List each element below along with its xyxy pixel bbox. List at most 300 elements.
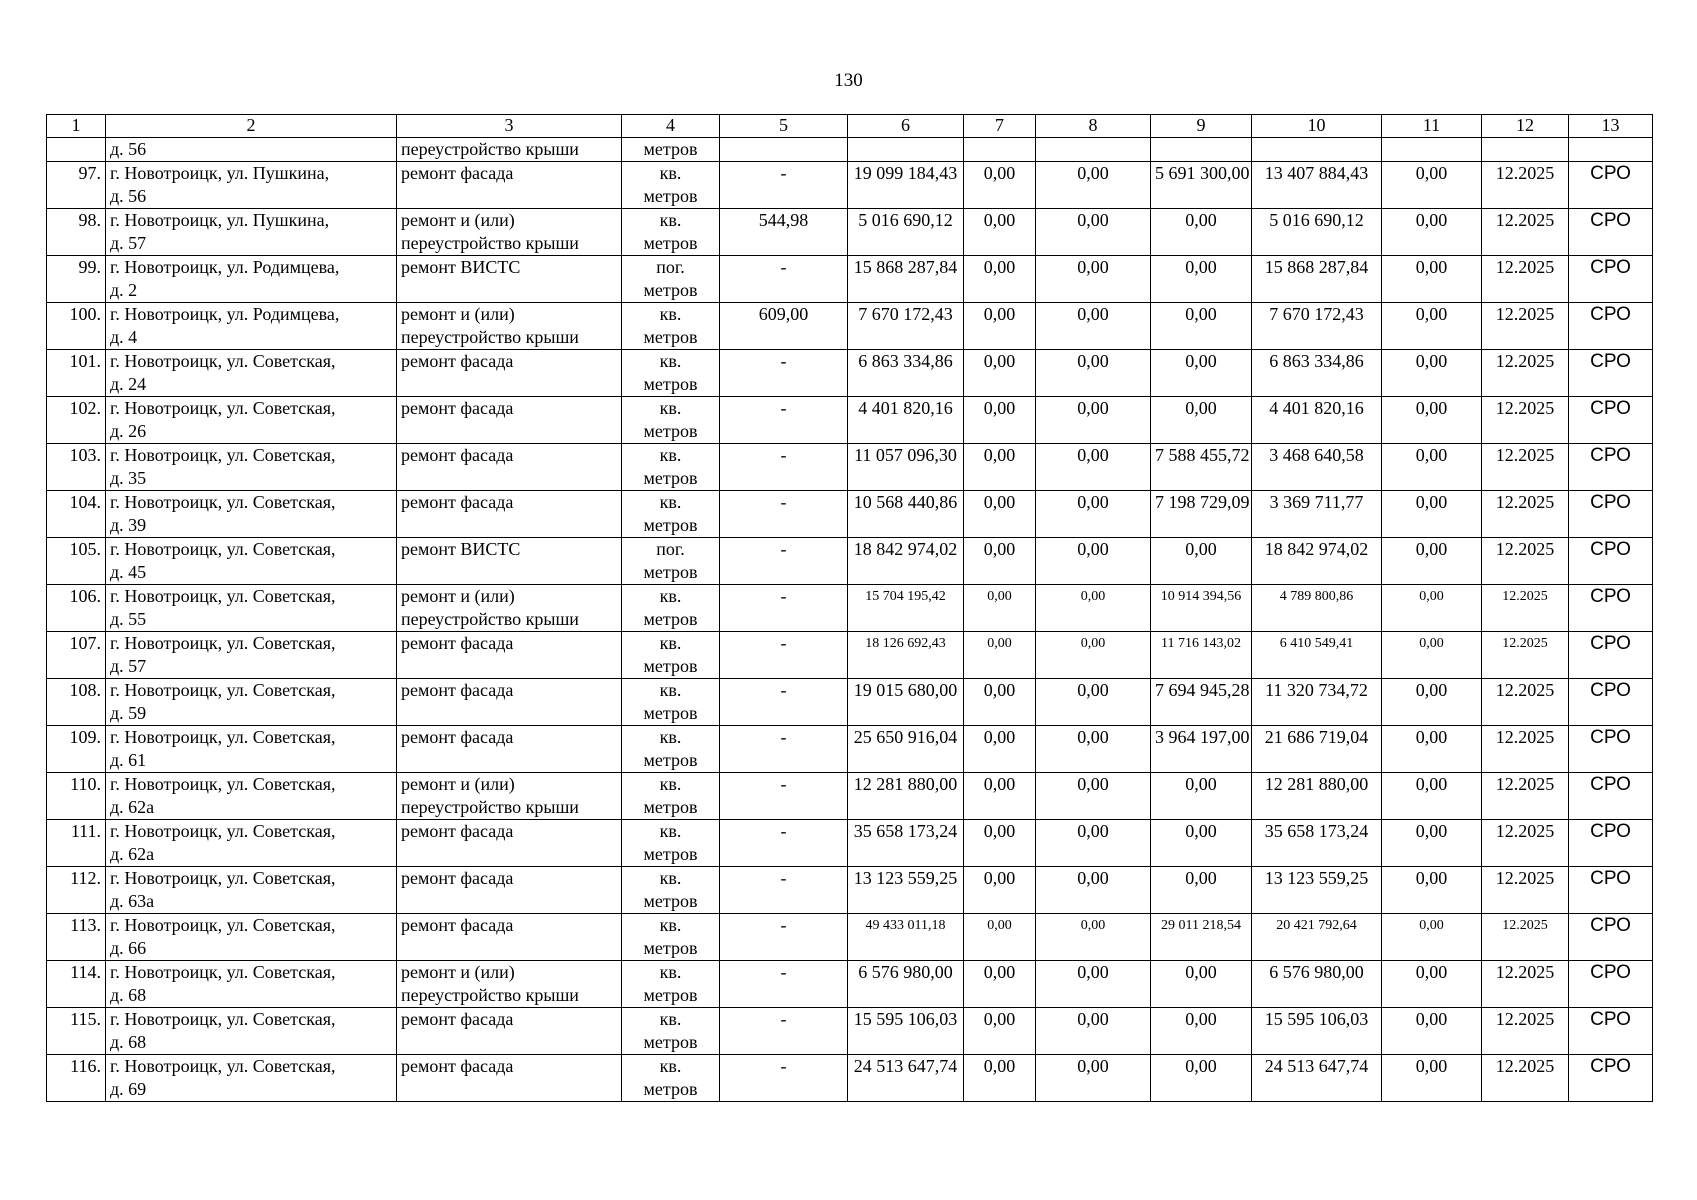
cell-col9 <box>1151 632 1252 679</box>
cell-unit-line: кв. <box>659 915 682 935</box>
cell-quantity <box>720 397 848 444</box>
cell-col11-line: 0,00 <box>1419 589 1444 604</box>
cell-col10-line: 6 863 334,86 <box>1269 351 1364 371</box>
cell-organization <box>1569 726 1653 773</box>
cell-unit-line: пог. <box>656 539 685 559</box>
cell-organization-line: СРО <box>1590 210 1631 231</box>
cell-col10 <box>1252 397 1382 444</box>
cell-number <box>47 820 106 867</box>
cell-col8-line: 0,00 <box>1077 163 1109 183</box>
cell-total-cost <box>848 162 964 209</box>
cell-unit-line: метров <box>643 703 698 723</box>
cell-col7 <box>964 538 1036 585</box>
table-row <box>47 538 1653 585</box>
cell-col11 <box>1382 444 1482 491</box>
cell-unit-line: метров <box>643 421 698 441</box>
cell-total-cost <box>848 538 964 585</box>
cell-total-cost <box>848 1055 964 1102</box>
cell-quantity-line: - <box>780 351 787 371</box>
cell-col9 <box>1151 162 1252 209</box>
cell-number-line: 105. <box>69 539 101 559</box>
cell-col11-line: 0,00 <box>1415 351 1448 371</box>
cell-col7-line: 0,00 <box>983 774 1016 794</box>
cell-col7 <box>964 820 1036 867</box>
cell-total-cost-line: 19 015 680,00 <box>853 680 958 700</box>
cell-total-cost <box>848 914 964 961</box>
cell-work-type-line: ремонт фасада <box>401 633 514 653</box>
cell-organization <box>1569 679 1653 726</box>
cell-total-cost-line: 4 401 820,16 <box>858 398 953 418</box>
cell-work-type-line: ремонт фасада <box>401 680 514 700</box>
cell-organization-line: СРО <box>1590 304 1631 325</box>
cell-address <box>106 1008 397 1055</box>
cell-col11-line: 0,00 <box>1415 1009 1448 1029</box>
cell-date-line: 12.2025 <box>1495 727 1555 747</box>
cell-unit <box>622 679 720 726</box>
cell-unit-line: метров <box>643 656 698 676</box>
cell-col9-line: 0,00 <box>1185 1056 1217 1076</box>
cell-address <box>106 256 397 303</box>
cell-col9-line: 29 011 218,54 <box>1161 918 1241 933</box>
cell-address-line: г. Новотроицк, ул. Советская, <box>110 351 336 371</box>
cell-address <box>106 444 397 491</box>
cell-address-line: д. 57 <box>110 233 147 253</box>
cell-number-line: 115. <box>70 1009 101 1029</box>
cell-col9-line: 11 716 143,02 <box>1161 636 1241 651</box>
cell-col7-line: 0,00 <box>983 492 1016 512</box>
cell-col10 <box>1252 914 1382 961</box>
cell-address-line: г. Новотроицк, ул. Советская, <box>110 445 336 465</box>
cell-col11-line: 0,00 <box>1415 163 1448 183</box>
cell-work-type <box>397 491 622 538</box>
cell-date-line: 12.2025 <box>1495 445 1555 465</box>
cell-unit-line: метров <box>643 327 698 347</box>
cell-organization-line: СРО <box>1590 586 1631 607</box>
cell-total-cost <box>848 397 964 444</box>
cell-col11-line: 0,00 <box>1415 774 1448 794</box>
cell-unit-line: метров <box>643 374 698 394</box>
cell-unit-line: кв. <box>659 163 682 183</box>
cell-address-line: д. 63а <box>110 891 155 911</box>
cell-col7-line: 0,00 <box>983 398 1016 418</box>
cell-col7 <box>964 914 1036 961</box>
cell-date <box>1482 1055 1569 1102</box>
cell-organization <box>1569 209 1653 256</box>
cell-quantity <box>720 679 848 726</box>
cell-work-type <box>397 397 622 444</box>
cell-col11-line: 0,00 <box>1415 398 1448 418</box>
cell-date-line: 12.2025 <box>1495 868 1555 888</box>
cell-col9-line: 0,00 <box>1185 210 1217 230</box>
cell-date-line: 12.2025 <box>1502 918 1548 933</box>
cell-quantity <box>720 914 848 961</box>
cell-col7-line: 0,00 <box>983 680 1016 700</box>
cell-col9 <box>1151 303 1252 350</box>
cell-work-type-line: ремонт фасада <box>401 1009 514 1029</box>
cell-work-type-line: переустройство крыши <box>401 327 579 347</box>
cell-address-line: д. 55 <box>110 609 147 629</box>
table-row <box>47 256 1653 303</box>
cell-col8-line: 0,00 <box>1077 868 1109 888</box>
cell-col9 <box>1151 679 1252 726</box>
cell-date-line: 12.2025 <box>1495 680 1555 700</box>
column-header: 10 <box>1252 115 1382 138</box>
table-row <box>47 773 1653 820</box>
cell-work-type-line: ремонт ВИСТС <box>401 257 521 277</box>
cell-col11 <box>1382 209 1482 256</box>
cell-number-line: 100. <box>69 304 101 324</box>
cell-col10 <box>1252 350 1382 397</box>
cell-total-cost <box>848 1008 964 1055</box>
cell-unit-line: кв. <box>659 774 682 794</box>
cell-unit-line: кв. <box>659 633 682 653</box>
cell-work-type-line: ремонт и (или) <box>401 210 515 230</box>
cell-number <box>47 303 106 350</box>
cell-address <box>106 162 397 209</box>
cell-col10 <box>1252 1008 1382 1055</box>
cell-number-line: 98. <box>78 210 101 230</box>
cell-col11-line: 0,00 <box>1415 210 1448 230</box>
cell-col8-line: 0,00 <box>1077 680 1109 700</box>
cell-unit-line: пог. <box>656 257 685 277</box>
cell-unit-line: метров <box>643 609 698 629</box>
cell-date <box>1482 538 1569 585</box>
cell-work-type <box>397 773 622 820</box>
cell-total-cost-line: 15 704 195,42 <box>865 589 946 604</box>
cell-unit-line: метров <box>643 938 698 958</box>
cell-col7-line: 0,00 <box>987 636 1012 651</box>
cell-date-line: 12.2025 <box>1495 398 1555 418</box>
cell-number <box>47 1008 106 1055</box>
cell-total-cost-line: 19 099 184,43 <box>853 163 958 183</box>
cell-col8-line: 0,00 <box>1077 257 1109 277</box>
table-row <box>47 350 1653 397</box>
cell-number <box>47 726 106 773</box>
cell-unit <box>622 397 720 444</box>
cell-work-type <box>397 585 622 632</box>
cell-unit-line: кв. <box>659 868 682 888</box>
cell-quantity-line: 544,98 <box>758 210 809 230</box>
cell-number <box>47 961 106 1008</box>
cell-number <box>47 914 106 961</box>
cell-col7-line: 0,00 <box>983 539 1016 559</box>
cell-col10-line: 11 320 734,72 <box>1265 680 1368 700</box>
cell-address <box>106 1055 397 1102</box>
cell-organization <box>1569 397 1653 444</box>
cell-quantity <box>720 726 848 773</box>
cell-organization <box>1569 303 1653 350</box>
cell-col7 <box>964 961 1036 1008</box>
cell-unit-line: кв. <box>659 210 682 230</box>
cell-unit-line: кв. <box>659 586 682 606</box>
cell-col7 <box>964 1008 1036 1055</box>
cell-col7-line: 0,00 <box>983 210 1016 230</box>
cell-col10 <box>1252 162 1382 209</box>
table-row <box>47 162 1653 209</box>
cell-work-type <box>397 1055 622 1102</box>
cell-col8 <box>1036 914 1151 961</box>
cell-total-cost <box>848 726 964 773</box>
cell-date-line: 12.2025 <box>1495 962 1555 982</box>
cell-total-cost <box>848 679 964 726</box>
cell-number-line: 99. <box>78 257 101 277</box>
cell-col10 <box>1252 867 1382 914</box>
cell-organization <box>1569 538 1653 585</box>
cell-number <box>47 632 106 679</box>
cell-organization <box>1569 773 1653 820</box>
cell-col7-line: 0,00 <box>983 445 1016 465</box>
cell-address-line: г. Новотроицк, ул. Родимцева, <box>110 304 340 324</box>
cell-col8 <box>1036 397 1151 444</box>
cell-col8 <box>1036 726 1151 773</box>
cell-col10 <box>1252 256 1382 303</box>
cell-col11-line: 0,00 <box>1415 680 1448 700</box>
cell-col7 <box>964 867 1036 914</box>
table-row <box>47 1008 1653 1055</box>
column-header: 11 <box>1382 115 1482 138</box>
cell-address-line: д. 4 <box>110 327 138 347</box>
cell-address-line: г. Новотроицк, ул. Советская, <box>110 821 336 841</box>
cell-address <box>106 350 397 397</box>
cell-quantity-line: 609,00 <box>758 304 809 324</box>
cell-col10 <box>1252 444 1382 491</box>
cell-unit-line: метров <box>643 515 698 535</box>
cell-work-type <box>397 961 622 1008</box>
cell-organization-line: СРО <box>1590 163 1631 184</box>
cell-unit <box>622 773 720 820</box>
cell-work-type <box>397 350 622 397</box>
cell-col7-line: 0,00 <box>983 962 1016 982</box>
cell-quantity-line: - <box>780 821 787 841</box>
cell-total-cost <box>848 350 964 397</box>
cell-date <box>1482 491 1569 538</box>
cell-col9 <box>1151 867 1252 914</box>
cell-work-type <box>397 444 622 491</box>
cell-total-cost-line: 25 650 916,04 <box>853 727 958 747</box>
cell-work-type-line: ремонт и (или) <box>401 774 515 794</box>
cell-number <box>47 397 106 444</box>
cell-address-line: д. 61 <box>110 750 147 770</box>
cell-quantity <box>720 303 848 350</box>
cell-col7 <box>964 679 1036 726</box>
cell-address <box>106 209 397 256</box>
cell-col8 <box>1036 162 1151 209</box>
cell-col8 <box>1036 303 1151 350</box>
cell-col9 <box>1151 491 1252 538</box>
cell-organization-line: СРО <box>1590 257 1631 278</box>
cell-organization <box>1569 820 1653 867</box>
cell-total-cost-line: 10 568 440,86 <box>853 492 958 512</box>
cell-total-cost-line: 7 670 172,43 <box>858 304 953 324</box>
cell-col7 <box>964 209 1036 256</box>
cell-date <box>1482 820 1569 867</box>
cell-col11 <box>1382 256 1482 303</box>
cell-col11-line: 0,00 <box>1415 539 1448 559</box>
cell-col9 <box>1151 820 1252 867</box>
cell-col11-line: 0,00 <box>1415 304 1448 324</box>
cell-unit-line: метров <box>643 233 698 253</box>
cell-work-type <box>397 303 622 350</box>
cell-col10-line: 21 686 719,04 <box>1264 727 1369 747</box>
cell-col9-line: 7 198 729,09 <box>1155 492 1250 512</box>
cell-quantity <box>720 820 848 867</box>
cell-col9 <box>1151 1055 1252 1102</box>
cell-address: д. 56 <box>106 138 397 162</box>
cell-col10 <box>1252 303 1382 350</box>
cell-col7 <box>964 256 1036 303</box>
cell-organization <box>1569 256 1653 303</box>
cell-quantity-line: - <box>780 774 787 794</box>
cell-col10-line: 20 421 792,64 <box>1276 918 1357 933</box>
cell-work-type <box>397 867 622 914</box>
cell-organization <box>1569 162 1653 209</box>
cell-address-line: д. 45 <box>110 562 147 582</box>
cell-quantity-line: - <box>780 868 787 888</box>
column-header: 5 <box>720 115 848 138</box>
cell-col8-line: 0,00 <box>1077 1009 1109 1029</box>
cell-work-type-line: ремонт и (или) <box>401 586 515 606</box>
cell-work-type <box>397 256 622 303</box>
cell-date <box>1482 961 1569 1008</box>
cell-total-cost-line: 15 868 287,84 <box>853 257 958 277</box>
cell-number <box>47 491 106 538</box>
table-row <box>47 397 1653 444</box>
cell-col11 <box>1382 162 1482 209</box>
cell-work-type-line: ремонт фасада <box>401 163 514 183</box>
cell-col10 <box>1252 1055 1382 1102</box>
cell-date <box>1482 350 1569 397</box>
table-row <box>47 679 1653 726</box>
cell-unit <box>622 961 720 1008</box>
cell-col7 <box>964 303 1036 350</box>
cell-unit-line: кв. <box>659 492 682 512</box>
cell-number-line: 113. <box>70 915 101 935</box>
cell-date-line: 12.2025 <box>1495 351 1555 371</box>
cell-unit <box>622 632 720 679</box>
cell-unit: метров <box>622 138 720 162</box>
cell-col8-line: 0,00 <box>1077 210 1109 230</box>
cell-number <box>47 773 106 820</box>
cell-col11 <box>1382 538 1482 585</box>
cell-unit <box>622 914 720 961</box>
cell-organization <box>1569 444 1653 491</box>
table-row <box>47 632 1653 679</box>
cell-number-line: 112. <box>70 868 101 888</box>
column-header: 2 <box>106 115 397 138</box>
cell-total-cost-line: 6 863 334,86 <box>858 351 953 371</box>
cell-number-line: 108. <box>69 680 101 700</box>
cell-organization-line: СРО <box>1590 351 1631 372</box>
cell-work-type: переустройство крыши <box>397 138 622 162</box>
cell-col9-line: 0,00 <box>1185 304 1217 324</box>
cell-number-line: 106. <box>69 586 101 606</box>
cell-col8-line: 0,00 <box>1077 821 1109 841</box>
cell-address-line: г. Новотроицк, ул. Советская, <box>110 915 336 935</box>
cell-quantity <box>720 444 848 491</box>
cell-organization <box>1569 914 1653 961</box>
cell-address-line: д. 62а <box>110 797 155 817</box>
cell-col8-line: 0,00 <box>1077 398 1109 418</box>
cell-quantity <box>720 491 848 538</box>
cell-organization-line: СРО <box>1590 633 1631 654</box>
cell-work-type-line: ремонт и (или) <box>401 304 515 324</box>
cell-col7 <box>964 726 1036 773</box>
cell-total-cost <box>848 961 964 1008</box>
cell-organization <box>1569 1055 1653 1102</box>
cell-unit-line: кв. <box>659 727 682 747</box>
cell-total-cost <box>848 820 964 867</box>
cell-date <box>1482 162 1569 209</box>
cell-col9 <box>1151 961 1252 1008</box>
column-header: 7 <box>964 115 1036 138</box>
cell-col8 <box>1036 209 1151 256</box>
cell-organization <box>1569 867 1653 914</box>
cell-organization-line: СРО <box>1590 398 1631 419</box>
cell-col9-line: 0,00 <box>1185 351 1217 371</box>
cell-col11 <box>1382 961 1482 1008</box>
column-header: 13 <box>1569 115 1653 138</box>
cell-col8-line: 0,00 <box>1077 492 1109 512</box>
cell-col10-line: 6 576 980,00 <box>1269 962 1364 982</box>
cell-quantity-line: - <box>780 680 787 700</box>
cell-col10-line: 35 658 173,24 <box>1264 821 1369 841</box>
cell-col9 <box>1151 585 1252 632</box>
cell-col11 <box>1382 350 1482 397</box>
cell-work-type <box>397 1008 622 1055</box>
cell-col11-line: 0,00 <box>1419 636 1444 651</box>
cell-address-line: д. 2 <box>110 280 138 300</box>
cell-address <box>106 773 397 820</box>
cell-quantity-line: - <box>780 915 787 935</box>
cell-work-type-line: переустройство крыши <box>401 609 579 629</box>
cell-address-line: д. 56 <box>110 186 147 206</box>
cell-col10-line: 15 868 287,84 <box>1264 257 1369 277</box>
cell-quantity-line: - <box>780 727 787 747</box>
cell-work-type <box>397 538 622 585</box>
cell-col10-line: 7 670 172,43 <box>1269 304 1364 324</box>
cell-col9 <box>1151 397 1252 444</box>
cell-col7 <box>964 491 1036 538</box>
cell-total-cost-line: 35 658 173,24 <box>853 821 958 841</box>
cell-col9 <box>1151 209 1252 256</box>
cell-address-line: д. 24 <box>110 374 147 394</box>
cell-address-line: г. Новотроицк, ул. Пушкина, <box>110 210 330 230</box>
cell-organization-line: СРО <box>1590 821 1631 842</box>
cell-quantity <box>720 867 848 914</box>
cell-unit-line: метров <box>643 797 698 817</box>
cell-col7-line: 0,00 <box>983 257 1016 277</box>
cell-col7-line: 0,00 <box>983 1009 1016 1029</box>
cell-date <box>1482 209 1569 256</box>
cell-date <box>1482 773 1569 820</box>
cell-col11-line: 0,00 <box>1415 445 1448 465</box>
cell-address-line: д. 39 <box>110 515 147 535</box>
cell-number-line: 102. <box>69 398 101 418</box>
cell-total-cost-line: 18 126 692,43 <box>865 636 946 651</box>
cell-number-line: 114. <box>70 962 101 982</box>
cell-quantity-line: - <box>780 492 787 512</box>
cell-col8-line: 0,00 <box>1077 539 1109 559</box>
cell-col7 <box>964 632 1036 679</box>
column-header: 12 <box>1482 115 1569 138</box>
cell-col9-line: 10 914 394,56 <box>1160 589 1242 604</box>
cell-number <box>47 162 106 209</box>
cell-number-line: 109. <box>69 727 101 747</box>
cell-col10 <box>1252 679 1382 726</box>
cell-work-type-line: ремонт фасада <box>401 915 514 935</box>
cell-col10-line: 24 513 647,74 <box>1264 1056 1369 1076</box>
cell-quantity-line: - <box>780 398 787 418</box>
